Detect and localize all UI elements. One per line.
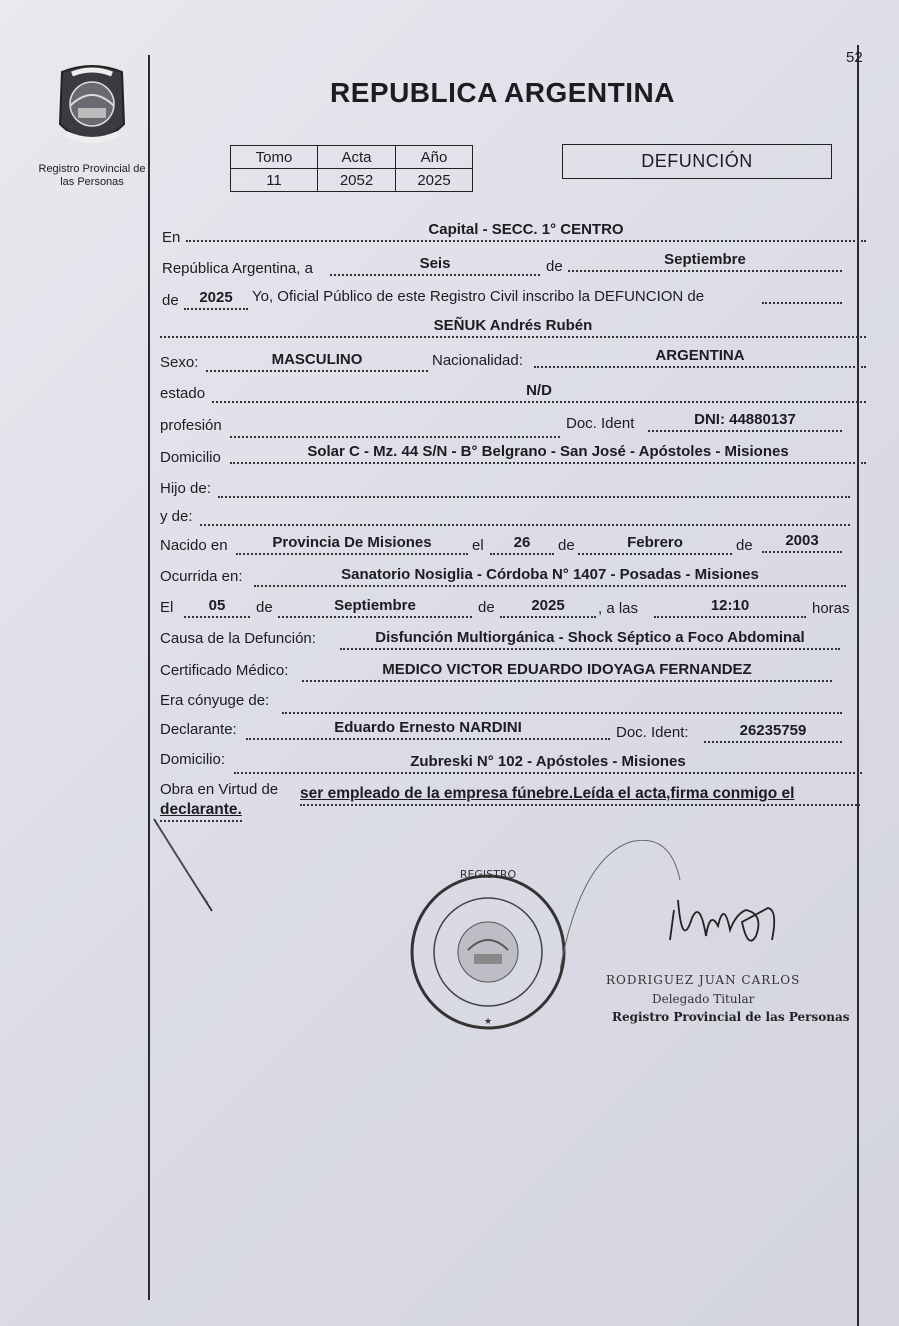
label-declarante: Declarante: [160, 721, 237, 738]
label-inscribo: Yo, Oficial Público de este Registro Civil inscribo la DEFUNCION de [252, 288, 705, 305]
field-father [218, 478, 850, 498]
field-place: Capital - SECC. 1° CENTRO [186, 222, 866, 242]
field-death-day: 05 [184, 598, 250, 618]
field-birth-day: 26 [490, 535, 554, 555]
field-death-time: 12:10 [654, 598, 806, 618]
document-type-box: DEFUNCIÓN [562, 144, 832, 179]
field-death-place: Sanatorio Nosiglia - Córdoba N° 1407 - Posadas - Misiones [254, 567, 846, 587]
label-a-las: , a las [598, 600, 639, 617]
label-de: de [478, 599, 495, 616]
label-horas: horas [812, 600, 850, 617]
field-civil-status: N/D [212, 383, 866, 403]
field-mother [200, 506, 850, 526]
field-spouse [282, 694, 842, 714]
label-profesion: profesión [160, 417, 222, 434]
volume-value-cell: 11 [231, 169, 318, 192]
label-domicilio: Domicilio: [160, 751, 226, 768]
label-el: el [472, 537, 484, 554]
svg-text:REGISTRO: REGISTRO [459, 868, 517, 881]
label-en: En [162, 229, 181, 246]
registry-seal-icon [408, 842, 568, 1052]
label-doc-ident: Doc. Ident [566, 415, 635, 432]
field-cause: Disfunción Multiorgánica - Shock Séptico a Foco Abdominal [340, 630, 840, 650]
field-address: Solar C - Mz. 44 S/N - B° Belgrano - San José - Apóstoles - Misiones [230, 444, 866, 464]
field-justification: ser empleado de la empresa fúnebre.Leída el acta,firma conmigo el [300, 786, 860, 806]
field-profession [230, 418, 560, 438]
volume-header-cell: Acta [318, 146, 396, 169]
field-declarant: Eduardo Ernesto NARDINI [246, 720, 610, 740]
label-y-de: y de: [160, 508, 193, 525]
label-domicilio: Domicilio [160, 449, 221, 466]
label-de: de [546, 258, 563, 275]
field-year: 2025 [184, 290, 248, 310]
field-sex: MASCULINO [206, 352, 428, 372]
label-certificado: Certificado Médico: [160, 662, 289, 679]
field-declarant-address: Zubreski N° 102 - Apóstoles - Misiones [234, 754, 862, 774]
volume-header-cell: Tomo [231, 146, 318, 169]
label-el-cap: El [160, 599, 174, 616]
label-nacido-en: Nacido en [160, 537, 228, 554]
pen-stroke-mark [150, 815, 220, 915]
volume-header-cell: Año [396, 146, 473, 169]
field-declarant-doc: 26235759 [704, 723, 842, 743]
label-obra: Obra en Virtud de [160, 781, 279, 798]
registry-label: Registro Provincial de las Personas [38, 163, 146, 188]
svg-text:★: ★ [483, 1017, 493, 1027]
page-number: 52 [846, 49, 863, 66]
page-title: REPUBLICA ARGENTINA [330, 77, 675, 108]
field-blank [762, 284, 842, 304]
field-day-text: Seis [330, 256, 540, 276]
field-birth-place: Provincia De Misiones [236, 535, 468, 555]
label-republica: República Argentina, a [162, 260, 313, 277]
official-signature [560, 840, 790, 980]
label-nacionalidad: Nacionalidad: [432, 352, 523, 369]
signatory-role: Delegado Titular [652, 992, 755, 1006]
field-birth-year: 2003 [762, 533, 842, 553]
field-month: Septiembre [568, 252, 842, 272]
label-hijo-de: Hijo de: [160, 480, 211, 497]
label-de: de [162, 292, 179, 309]
label-doc-ident: Doc. Ident: [616, 724, 689, 741]
field-document: DNI: 44880137 [648, 412, 842, 432]
label-de: de [736, 537, 753, 554]
volume-value-cell: 2025 [396, 169, 473, 192]
volume-value-cell: 2052 [318, 169, 396, 192]
label-de: de [256, 599, 273, 616]
field-certifying-doctor: MEDICO VICTOR EDUARDO IDOYAGA FERNANDEZ [302, 662, 832, 682]
label-causa: Causa de la Defunción: [160, 630, 316, 647]
field-death-month: Septiembre [278, 598, 472, 618]
field-nationality: ARGENTINA [534, 348, 866, 368]
label-estado: estado [160, 385, 206, 402]
label-de: de [558, 537, 575, 554]
field-birth-month: Febrero [578, 535, 732, 555]
field-justification-cont: declarante. [160, 802, 242, 822]
signatory-organization: Registro Provincial de las Personas [612, 1010, 850, 1024]
label-conyuge: Era cónyuge de: [160, 692, 270, 709]
field-deceased-name: SEÑUK Andrés Rubén [160, 318, 866, 338]
signatory-name: RODRIGUEZ JUAN CARLOS [606, 973, 801, 987]
label-ocurrida-en: Ocurrida en: [160, 568, 243, 585]
field-death-year: 2025 [500, 598, 596, 618]
label-sexo: Sexo: [160, 354, 199, 371]
